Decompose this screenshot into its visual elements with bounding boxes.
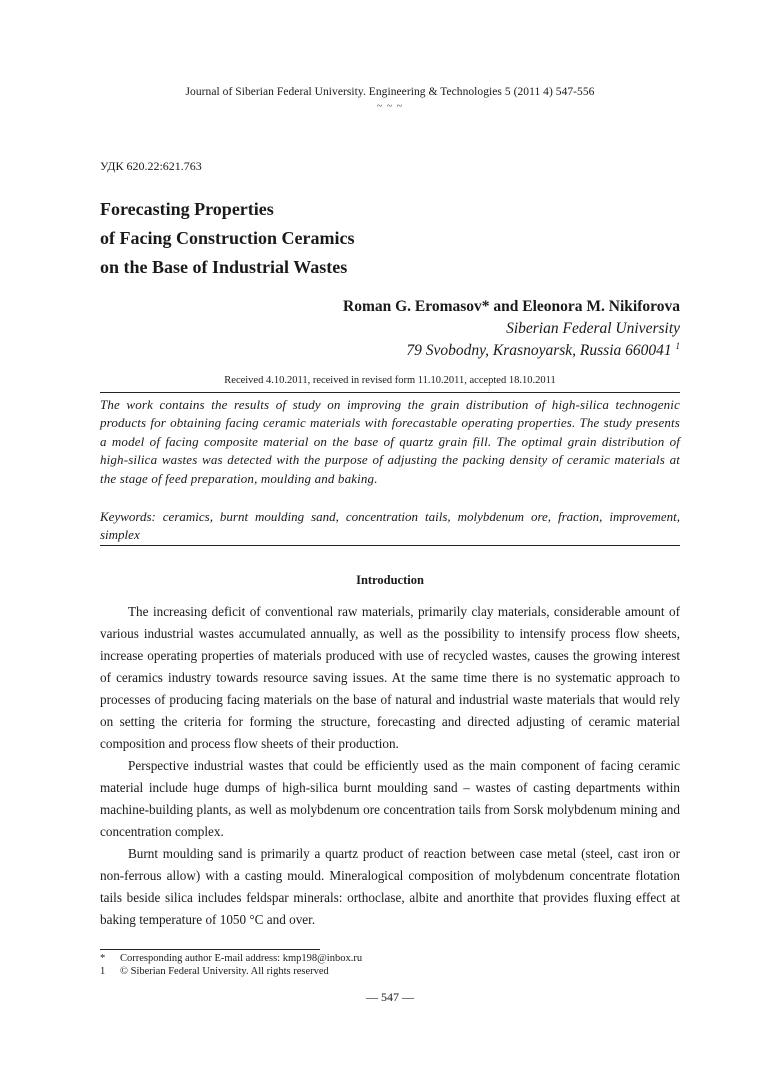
journal-header: Journal of Siberian Federal University. Engineering & Technologies 5 (2011 4) 547-556 (185, 86, 595, 98)
footnote (100, 952, 362, 965)
footnote-mark: 1 (100, 966, 106, 977)
paragraph: Burnt moulding sand is primarily a quartz product of reaction between case metal (steel, cast iron or non-ferrous allow) with a casting mould. Mineralogical composition of molybdenum concentrate flotation tails beside silica includes feldspar minerals: orthoclase, albite and anorthite that provides fluxing effect at baking temperature of 1050 °C and over. (100, 846, 680, 927)
title-line: Forecasting Properties (100, 199, 274, 219)
footnote-text: Corresponding author E-mail address: kmp198@inbox.ru (120, 953, 363, 964)
title-line: on the Base of Industrial Wastes (100, 257, 348, 277)
keywords: Keywords: ceramics, burnt moulding sand, concentration tails, molybdenum ore, fraction, improvement, simplex (100, 509, 680, 543)
footnote-rule (100, 949, 320, 950)
header-ornament: ~ ~ ~ (376, 101, 404, 112)
abstract-bottom-rule (100, 545, 680, 546)
page-number: — 547 — (366, 990, 414, 1004)
abstract: The work contains the results of study on improving the grain distribution of high-silica technogenic products for obtaining facing ceramic materials with forecastable operating properties. The study presents a model of facing composite material on the base of quartz grain fill. The optimal grain distribution of high-silica wastes was detected with the purpose of adjusting the packing density of ceramic materials at the stage of feed preparation, moulding and baking. (100, 397, 680, 486)
author-address: 79 Svobodny, Krasnoyarsk, Russia 660041 (406, 342, 672, 359)
author-address-line (180, 340, 680, 362)
paragraph: The increasing deficit of conventional raw materials, primarily clay materials, considerable amount of various industrial wastes accumulated annually, as well as the possibility to intensify process flow sheets, increase operating properties of materials produced with use of recycled wastes, causes the growing interest of ceramics industry towards resource saving issues. At the same time there is no systematic approach to processes of producing facing materials on the base of natural and industrial waste materials that would rely on setting the criteria for forming the structure, forecasting and directed adjusting of ceramic material composition and process flow sheets of their production. (100, 604, 680, 751)
udc-code: УДК 620.22:621.763 (100, 159, 202, 173)
author-names: Roman G. Eromasov* and Eleonora M. Nikiforova (343, 298, 680, 315)
address-footnote-mark: 1 (675, 340, 680, 351)
paper-title (100, 195, 520, 282)
footnote-mark: * (100, 953, 106, 964)
section-heading: Introduction (356, 573, 424, 587)
author-block (180, 296, 680, 362)
footnote (100, 965, 362, 978)
received-dates: Received 4.10.2011, received in revised form 11.10.2011, accepted 18.10.2011 (224, 375, 556, 386)
body-text (100, 601, 680, 931)
paragraph: Perspective industrial wastes that could be efficiently used as the main component of facing ceramic material include huge dumps of high-silica burnt moulding sand – wastes of casting departments within machine-building plants, as well as molybdenum ore concentration tails from Sorsk molybdenum mining and concentration complex. (100, 758, 680, 839)
title-line: of Facing Construction Ceramics (100, 228, 355, 248)
footnote-text: © Siberian Federal University. All rights reserved (120, 966, 329, 977)
footnotes (100, 952, 362, 978)
abstract-top-rule (100, 392, 680, 393)
author-affiliation: Siberian Federal University (506, 320, 680, 337)
